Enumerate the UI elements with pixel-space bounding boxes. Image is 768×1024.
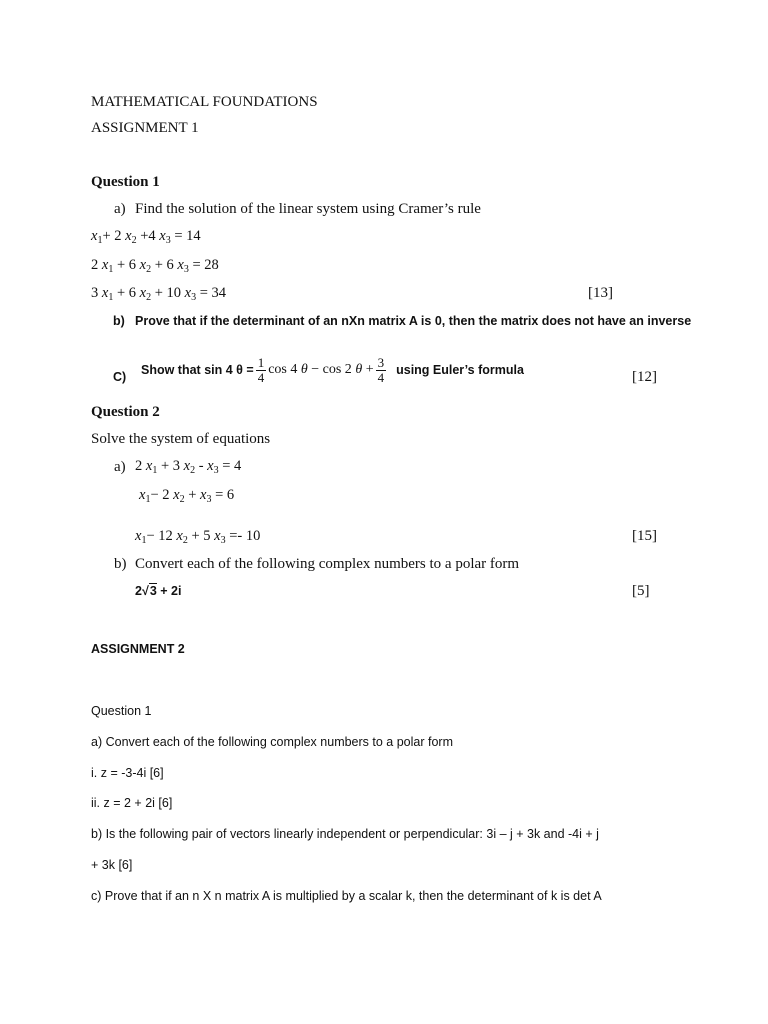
a1-question2-title: Question 2	[91, 404, 160, 420]
a2q1-item-i: i. z = -3-4i [6]	[91, 766, 164, 780]
a1q1-part-b-label: b)	[113, 314, 125, 328]
a1q1-equation-2: 2 $x_1 + 6$ $x_2 + 6$ $x_3 = 28$	[91, 257, 219, 275]
a1q2-mark-a: [15]	[632, 528, 657, 544]
eq3-rhs: =- 10	[229, 528, 261, 544]
a1q2-equation-1: 2 $x_1 + 3$ $x_2 - x_3 = 4$	[135, 458, 242, 476]
a1q1-equation-1: $x_1+ 2$ $x_2 +4$ $x_3 = 14$	[91, 228, 201, 246]
a2q1-item-ii: ii. z = 2 + 2i [6]	[91, 796, 173, 810]
eq1-rhs: = 14	[174, 228, 201, 244]
complex-tail: + 2i	[160, 584, 182, 598]
eq2-rhs: = 6	[215, 487, 235, 503]
cos-terms: cos 4 θ − cos 2 θ +	[268, 362, 374, 378]
assignment1-title: ASSIGNMENT 1	[91, 120, 199, 136]
a1q2-part-a-label: a)	[114, 459, 126, 475]
a1q1-part-a-text: Find the solution of the linear system using Cramer’s rule	[135, 201, 481, 217]
eq3-rhs: = 34	[199, 285, 226, 301]
a2q1-part-a: a) Convert each of the following complex numbers to a polar form	[91, 735, 453, 749]
a1q2-equation-2: $x_1- 2$ $x_2 + x_3 = 6$	[139, 487, 235, 505]
course-title: MATHEMATICAL FOUNDATIONS	[91, 94, 318, 110]
a1-question1-title: Question 1	[91, 174, 160, 190]
eq1-rhs: = 4	[222, 458, 242, 474]
c-text-pre: Show that sin 4 θ =	[141, 362, 254, 377]
a1q1-part-c-label: C)	[113, 370, 127, 384]
a2q1-part-c: c) Prove that if an n X n matrix A is multiplied by a scalar k, then the determinant of k is det A	[91, 889, 602, 903]
a1q2-intro: Solve the system of equations	[91, 431, 271, 447]
assignment2-title: ASSIGNMENT 2	[91, 642, 185, 656]
a1q2-mark-b: [5]	[632, 583, 650, 599]
a1q1-part-c-formula	[141, 356, 524, 384]
a2q1-part-b-line2: + 3k [6]	[91, 858, 133, 872]
c-text-post: using Euler’s formula	[396, 362, 524, 377]
sqrt-radicand: 3	[149, 584, 157, 598]
a1q2-part-b-text: Convert each of the following complex numbers to a polar form	[135, 556, 520, 572]
a1q1-part-a-label: a)	[114, 201, 126, 217]
eq2-rhs: = 28	[192, 257, 219, 273]
a1q1-mark-a: [13]	[588, 285, 613, 301]
complex-number-2sqrt3: 2√3 + 2i	[135, 584, 182, 598]
fraction-three-quarters: $\frac{3}{4}$	[377, 355, 385, 385]
a1q2-equation-3: $x_1- 12$ $x_2 + 5$ $x_3 =- 10$	[135, 528, 261, 546]
a2q1-part-b-line1: b) Is the following pair of vectors linearly independent or perpendicular: 3i – j + 3k and -4i + j	[91, 827, 599, 841]
a1q1-mark-c: [12]	[632, 369, 657, 385]
a1q2-part-b-label: b)	[114, 556, 127, 572]
a1q1-equation-3: 3 $x_1 + 6$ $x_2 + 10$ $x_3 = 34$	[91, 285, 226, 303]
fraction-one-quarter: $\frac{1}{4}$	[257, 355, 265, 385]
a1q1-part-b-text: Prove that if the determinant of an nXn matrix A is 0, then the matrix does not have an inverse	[135, 314, 692, 328]
a2-question1-title: Question 1	[91, 704, 152, 718]
